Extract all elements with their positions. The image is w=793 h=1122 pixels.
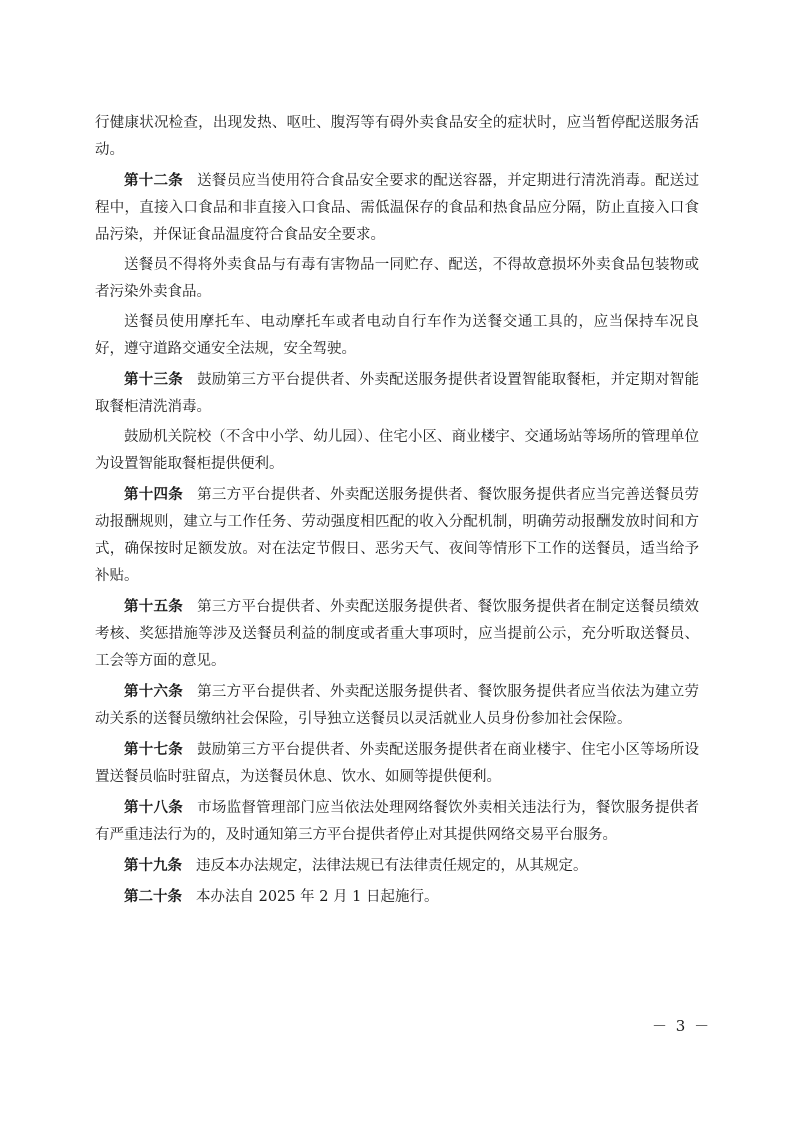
paragraph	[95, 852, 699, 880]
paragraph-text: 送餐员使用摩托车、电动摩托车或者电动自行车作为送餐交通工具的，应当保持车况良好，遵守道路交通安全法规，安全驾驶。	[95, 314, 699, 357]
paragraph	[95, 309, 699, 363]
article-number: 第十四条	[124, 486, 184, 503]
paragraph-text: 第三方平台提供者、外卖配送服务提供者、餐饮服务提供者应当依法为建立劳动关系的送餐员缴纳社会保险，引导独立送餐员以灵活就业人员身份参加社会保险。	[95, 684, 700, 727]
article-number: 第十六条	[124, 683, 184, 700]
paragraph	[95, 110, 699, 164]
article-number: 第十二条	[124, 172, 184, 189]
article-number: 第十九条	[124, 857, 182, 874]
paragraph-text: 市场监督管理部门应当依法处理网络餐饮外卖相关违法行为，餐饮服务提供者有严重违法行为的，及时通知第三方平台提供者停止对其提供网络交易平台服务。	[95, 800, 700, 843]
paragraph	[95, 883, 699, 911]
page-number: － 3 －	[652, 1017, 712, 1035]
paragraph-text: 鼓励第三方平台提供者、外卖配送服务提供者设置智能取餐柜，并定期对智能取餐柜清洗消毒。	[95, 372, 700, 415]
paragraph-text: 鼓励第三方平台提供者、外卖配送服务提供者在商业楼宇、住宅小区等场所设置送餐员临时驻留点，为送餐员休息、饮水、如厕等提供便利。	[95, 742, 700, 785]
article-number: 第二十条	[124, 888, 182, 905]
paragraph	[95, 252, 699, 306]
paragraph-text: 违反本办法规定，法律法规已有法律责任规定的，从其规定。	[196, 858, 588, 874]
article-number: 第十五条	[124, 598, 184, 615]
paragraph-text: 送餐员应当使用符合食品安全要求的配送容器，并定期进行清洗消毒。配送过程中，直接入口食品和非直接入口食品、需低温保存的食品和热食品应分隔，防止直接入口食品污染，并保证食品温度符合食品安全要求。	[95, 173, 700, 243]
paragraph-text: 本办法自 2025 年 2 月 1 日起施行。	[196, 889, 439, 905]
paragraph-text: 行健康状况检查，出现发热、呕吐、腹泻等有碍外卖食品安全的症状时，应当暂停配送服务活动。	[95, 115, 699, 158]
paragraph-text: 送餐员不得将外卖食品与有毒有害物品一同贮存、配送，不得故意损坏外卖食品包装物或者污染外卖食品。	[95, 257, 699, 300]
paragraph	[95, 366, 699, 421]
paragraph	[95, 736, 699, 791]
paragraph	[95, 481, 699, 590]
article-number: 第十八条	[124, 799, 184, 816]
paragraph	[95, 167, 699, 249]
paragraph-text: 鼓励机关院校（不含中小学、幼儿园）、住宅小区、商业楼宇、交通场站等场所的管理单位为设置智能取餐柜提供便利。	[95, 429, 699, 472]
paragraph	[95, 593, 699, 675]
paragraph-text: 第三方平台提供者、外卖配送服务提供者、餐饮服务提供者在制定送餐员绩效考核、奖惩措施等涉及送餐员利益的制度或者重大事项时，应当提前公示，充分听取送餐员、工会等方面的意见。	[95, 599, 700, 669]
paragraph	[95, 424, 699, 478]
paragraph	[95, 794, 699, 849]
document-body	[95, 110, 699, 914]
paragraph	[95, 678, 699, 733]
article-number: 第十三条	[124, 371, 184, 388]
paragraph-text: 第三方平台提供者、外卖配送服务提供者、餐饮服务提供者应当完善送餐员劳动报酬规则，建立与工作任务、劳动强度相匹配的收入分配机制，明确劳动报酬发放时间和方式，确保按时足额发放。对在法定节假日、恶劣天气、夜间等情形下工作的送餐员，适当给予补贴。	[95, 487, 700, 584]
article-number: 第十七条	[124, 741, 184, 758]
